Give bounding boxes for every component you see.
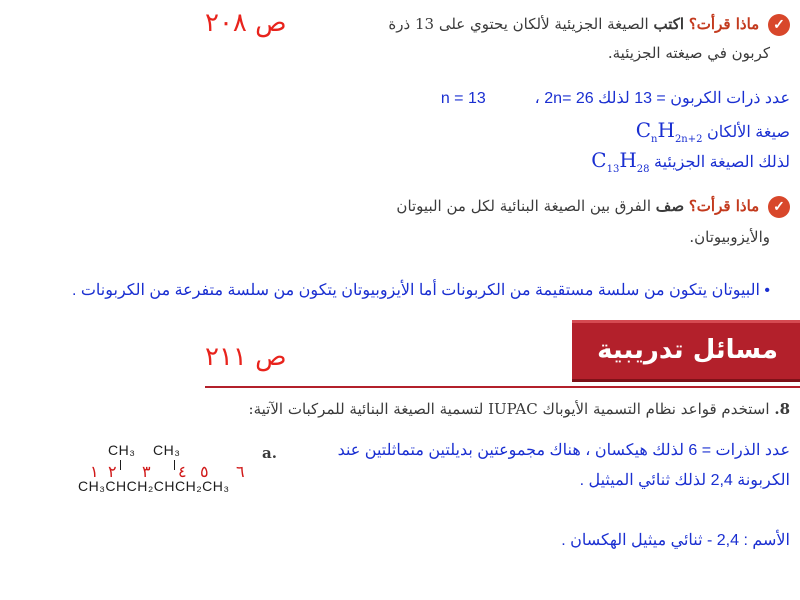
answer-butane-difference bbox=[10, 280, 770, 300]
alkane-general-formula: $C_nH_{2n+2}$ bbox=[635, 118, 703, 145]
bond-right bbox=[174, 460, 175, 470]
bond-left bbox=[120, 460, 121, 470]
question-what-did-you-read-2 bbox=[330, 192, 790, 220]
question-badge: ماذا قرأت؟ bbox=[688, 197, 760, 215]
question-text-line2: كربون في صيغته الجزيئية. bbox=[607, 44, 770, 62]
question-lead: اكتب bbox=[653, 15, 685, 33]
question-what-did-you-read-1 bbox=[330, 10, 790, 38]
answer-atoms-count: عدد الذرات = 6 لذلك هيكسان ، هناك مجموعتين بديلتين متماثلتين عند bbox=[337, 442, 790, 459]
chain-number-3: ٣ bbox=[142, 462, 151, 481]
question-text: استخدم قواعد نظام التسمية الأيوباك IUPAC لتسمية الصيغة البنائية للمركبات الآتية: bbox=[248, 400, 770, 418]
answer-line1-tail: ، 2n= 26 bbox=[534, 90, 594, 107]
answer-line1-main: عدد ذرات الكربون = 13 لذلك n = 13 bbox=[440, 90, 790, 107]
main-chain: CH₃CHCH₂CHCH₂CH₃ bbox=[78, 478, 230, 494]
answer-molecular-formula bbox=[530, 148, 790, 175]
molecular-formula-label: لذلك الصيغة الجزيئية bbox=[653, 154, 790, 171]
chain-number-5: ٥ bbox=[200, 462, 209, 481]
banner-title: مسائل تدريبية bbox=[597, 335, 778, 365]
answer-substituents: الكربونة 2,4 لذلك ثنائي الميثيل . bbox=[579, 472, 790, 489]
chain-number-6: ٦ bbox=[236, 462, 245, 481]
molecular-formula: $C_{13}H_{28}$ bbox=[591, 148, 650, 175]
chain-number-1: ١ bbox=[90, 462, 99, 481]
section-banner bbox=[572, 320, 800, 382]
part-label: a. bbox=[262, 444, 277, 462]
bullet: • bbox=[764, 282, 770, 299]
question-8 bbox=[210, 400, 790, 418]
alkane-formula-label: صيغة الألكان bbox=[706, 124, 790, 141]
question-text: الصيغة الجزيئية لألكان يحتوي على 13 ذرة bbox=[388, 15, 649, 33]
answer-alkane-formula bbox=[530, 118, 790, 145]
check-icon: ✓ bbox=[768, 14, 790, 36]
question-lead: صف bbox=[655, 197, 685, 215]
structural-formula bbox=[78, 440, 268, 500]
chain-number-4: ٤ bbox=[178, 462, 187, 481]
chain-number-2: ٢ bbox=[108, 462, 117, 481]
answer-carbon-count bbox=[330, 88, 790, 108]
page-ref-211: ص ٢١١ bbox=[205, 342, 287, 372]
question-number: 8. bbox=[774, 400, 790, 418]
page-ref-208: ص ٢٠٨ bbox=[205, 8, 287, 38]
question-text-line2: والأيزوبيوتان. bbox=[689, 228, 770, 246]
check-icon: ✓ bbox=[768, 196, 790, 218]
answer-name: الأسم : 2,4 - ثنائي ميثيل الهكسان . bbox=[561, 532, 790, 549]
section-divider bbox=[205, 386, 800, 388]
question-badge: ماذا قرأت؟ bbox=[688, 15, 760, 33]
question-text: الفرق بين الصيغة البنائية لكل من البيوتان bbox=[396, 197, 652, 215]
answer-text: البيوتان يتكون من سلسة مستقيمة من الكربونات أما الأيزوبيوتان يتكون من سلسة متفرعة من الكربونات . bbox=[71, 282, 760, 299]
methyl-groups: CH₃ CH₃ bbox=[108, 442, 181, 458]
